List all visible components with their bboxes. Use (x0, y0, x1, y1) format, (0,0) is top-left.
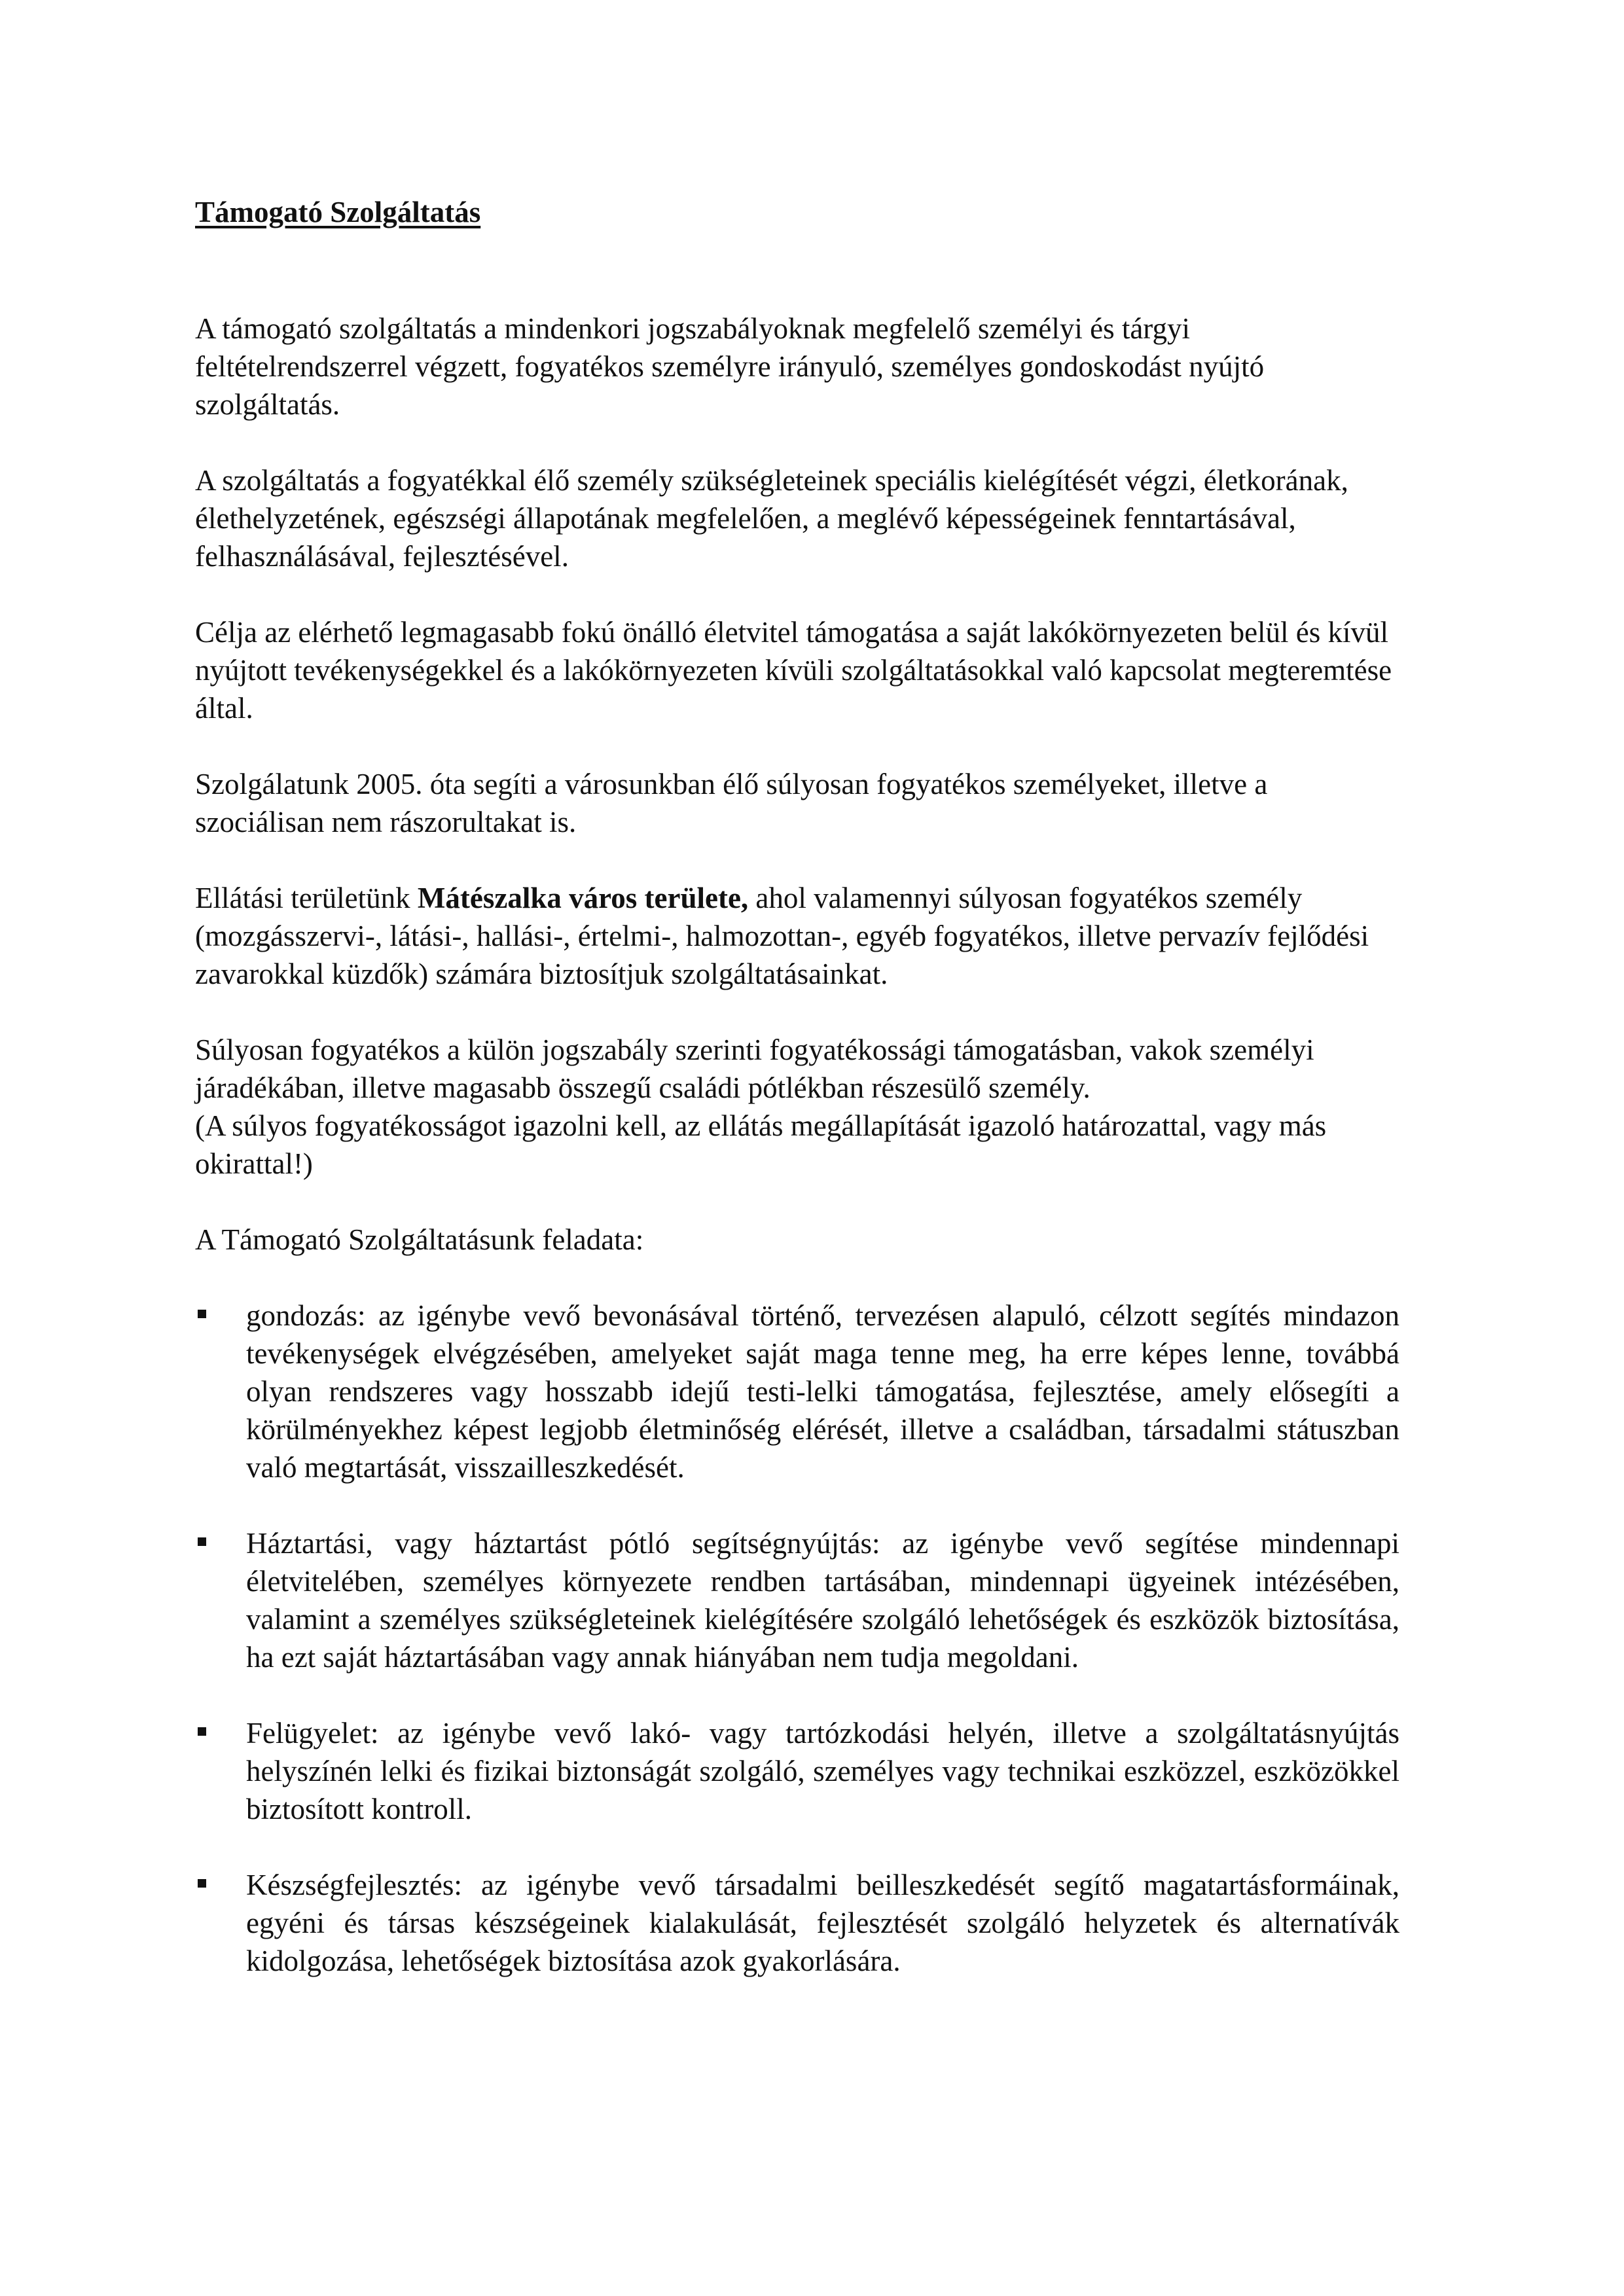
tasks-list (195, 1297, 1399, 1980)
service-area-bold-text: Mátészalka város területe, (417, 882, 749, 914)
service-description-paragraph: A szolgáltatás a fogyatékkal élő személy szükségleteinek speciális kielégítését végzi, életkorának, élethelyzetének, egészségi állapotának megfelelően, a meglévő képességeinek fenntartásával, felhasználásával, fejlesztésével. (195, 464, 1348, 573)
bullet-square-icon (198, 1537, 206, 1546)
document-page (195, 193, 1399, 2018)
bullet-square-icon (198, 1879, 206, 1888)
task-item-skill-development (195, 1866, 1399, 1980)
task-item-care (195, 1297, 1399, 1486)
service-area-paragraph (195, 879, 1399, 993)
task-item-text: Felügyelet: az igénybe vevő lakó- vagy tartózkodási helyén, illetve a szolgáltatásnyújtás helyszínén lelki és fizikai biztonságát szolgáló, személyes vagy technikai eszközzel, eszközökkel biztosított kontroll. (246, 1717, 1399, 1825)
goal-paragraph: Célja az elérhető legmagasabb fokú önálló életvitel támogatása a saját lakókörnyezeten belül és kívül nyújtott tevékenységekkel és a lakókörnyezeten kívüli szolgáltatásokkal való kapcsolat megteremtése által. (195, 616, 1392, 725)
task-item-household-help (195, 1524, 1399, 1676)
bullet-square-icon (198, 1727, 206, 1736)
severe-disability-paragraph (195, 1031, 1399, 1183)
history-paragraph: Szolgálatunk 2005. óta segíti a városunkban élő súlyosan fogyatékos személyeket, illetve a szociálisan nem rászorultakat is. (195, 768, 1268, 838)
service-area-text-after: ahol valamennyi súlyosan fogyatékos személy (mozgásszervi-, látási-, hallási-, értelmi-, halmozottan-, egyéb fogyatékos, illetve pervazív fejlődési zavarokkal küzdők) számára biztosítjuk szolgáltatásainkat. (195, 882, 1369, 990)
task-item-supervision (195, 1714, 1399, 1828)
tasks-heading: A Támogató Szolgáltatásunk feladata: (195, 1223, 644, 1256)
task-item-text: gondozás: az igénybe vevő bevonásával történő, tervezésen alapuló, célzott segítés mindazon tevékenységek elvégzésében, amelyeket saját maga tenne meg, ha erre képes lenne, továbbá olyan rendszeres vagy hosszabb idejű testi-lelki támogatása, fejlesztése, amely elősegíti a körülményekhez képest legjobb életminőség elérését, illetve a családban, társadalmi státuszban való megtartását, visszailleszkedését. (246, 1299, 1399, 1484)
intro-paragraph: A támogató szolgáltatás a mindenkori jogszabályoknak megfelelő személyi és tárgyi feltételrendszerrel végzett, fogyatékos személyre irányuló, személyes gondoskodást nyújtó szolgáltatás. (195, 312, 1265, 421)
task-item-text: Háztartási, vagy háztartást pótló segítségnyújtás: az igénybe vevő segítése mindennapi életvitelében, személyes környezete rendben tartásában, mindennapi ügyeinek intézésében, valamint a személyes szükségleteinek kielégítésére szolgáló lehetőségek és eszközök biztosítása, ha ezt saját háztartásában vagy annak hiányában nem tudja megoldani. (246, 1527, 1399, 1674)
severe-disability-definition: Súlyosan fogyatékos a külön jogszabály szerinti fogyatékossági támogatásban, vakok személyi járadékában, illetve magasabb összegű családi pótlékban részesülő személy. (195, 1033, 1314, 1104)
document-title: Támogató Szolgáltatás (195, 196, 481, 228)
bullet-square-icon (198, 1310, 206, 1318)
task-item-text: Készségfejlesztés: az igénybe vevő társadalmi beilleszkedését segítő magatartásformáinak, egyéni és társas készségeinek kialakulását, fejlesztését szolgáló helyzetek és alternatívák kidolgozása, lehetőségek biztosítása azok gyakorlására. (246, 1869, 1399, 1977)
severe-disability-proof-note: (A súlyos fogyatékosságot igazolni kell, az ellátás megállapítását igazoló határozattal, vagy más okirattal!) (195, 1109, 1327, 1180)
service-area-text-before: Ellátási területünk (195, 882, 418, 914)
